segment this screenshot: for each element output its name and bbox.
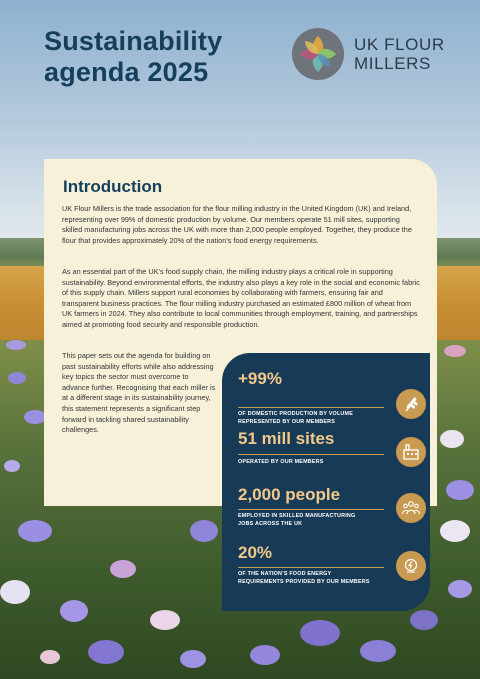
- people-icon: [396, 493, 426, 523]
- stat-divider: [238, 454, 384, 455]
- flower: [6, 340, 26, 350]
- stat-description: [238, 459, 378, 467]
- flower: [110, 560, 136, 578]
- intro-paragraph-3: This paper sets out the agenda for building on past sustainability efforts while also addressing key topics the sector must overcome to advance further. Recognising that each miller is at a different stage in its sustainability journey, this statement represents a significant step forward in tackling shared sustainability challenges.: [62, 351, 216, 435]
- stat-mill-sites: [238, 429, 422, 465]
- title-line-2: agenda 2025: [44, 57, 209, 87]
- stat-desc-line: OF THE NATION’S FOOD ENERGY: [238, 571, 332, 577]
- flower: [300, 620, 340, 646]
- flower: [18, 520, 52, 542]
- flower: [150, 610, 180, 630]
- stat-value: 20%: [238, 543, 273, 562]
- stat-desc-line: REPRESENTED BY OUR MEMBERS: [238, 418, 336, 425]
- stat-divider: [238, 567, 384, 568]
- flower: [8, 372, 26, 384]
- flower: [250, 645, 280, 665]
- stat-desc-line: OF DOMESTIC PRODUCTION BY VOLUME: [238, 411, 354, 417]
- stat-desc-line: OPERATED BY OUR MEMBERS: [238, 459, 324, 465]
- stat-description: [238, 571, 378, 586]
- introduction-heading: Introduction: [63, 177, 163, 196]
- logo-line-1: UK FLOUR: [354, 35, 445, 54]
- stat-divider: [238, 509, 384, 510]
- stat-food-energy: [238, 543, 422, 585]
- flower: [60, 600, 88, 622]
- stat-divider: [238, 407, 384, 408]
- flower: [40, 650, 60, 664]
- wheat-icon: [396, 389, 426, 419]
- factory-icon: [396, 437, 426, 467]
- flower: [0, 580, 30, 604]
- stat-domestic-production: [238, 369, 422, 425]
- flower: [4, 460, 20, 472]
- stat-desc-line: EMPLOYED IN SKILLED MANUFACTURING: [238, 513, 356, 519]
- flower: [24, 410, 46, 424]
- flower: [88, 640, 124, 664]
- key-stats-card: [222, 353, 430, 611]
- flower: [180, 650, 206, 668]
- stat-value: 51 mill sites: [238, 429, 335, 448]
- logo-line-2: MILLERS: [354, 54, 431, 73]
- energy-icon: [396, 551, 426, 581]
- page-title: [44, 26, 222, 88]
- logo-text: [354, 35, 445, 73]
- intro-paragraph-2: As an essential part of the UK’s food supply chain, the milling industry plays a critical role in supporting sustainability. Beyond environmental efforts, the industry also plays a key role in the social and economic fabric of this supply chain. Millers support rural economies by collaborating with farmers, ensuring fair and transparent business practices. The flour milling industry purchased an estimated £800 million of wheat from UK farmers in 2024. They also contribute to local communities through employment, training, and partnerships aimed at promoting food security and responsible production.: [62, 267, 420, 329]
- intro-paragraph-1: UK Flour Millers is the trade association for the flour milling industry in the United Kingdom (UK) and Ireland, representing over 99% of domestic production by volume. Our members operate 51 mill sites, supporting skilled manufacturing jobs across the UK with more than 2,000 people employed. Together, they produce the flour that provides approximately 20% of the nation’s food energy requirements.: [62, 204, 412, 245]
- flower: [440, 430, 464, 448]
- flower: [190, 520, 218, 542]
- flower: [448, 580, 472, 598]
- flower: [440, 520, 470, 542]
- flower: [444, 345, 466, 357]
- stat-description: [238, 513, 378, 528]
- stat-value: 2,000 people: [238, 485, 341, 504]
- uk-flour-millers-logo: [292, 28, 462, 80]
- flower: [360, 640, 396, 662]
- logo-mark-icon: [292, 28, 344, 80]
- stat-value: +99%: [238, 369, 282, 388]
- stat-desc-line: REQUIREMENTS PROVIDED BY OUR MEMBERS: [238, 578, 370, 585]
- flower: [410, 610, 438, 630]
- flower: [446, 480, 474, 500]
- stat-desc-line: JOBS ACROSS THE UK: [238, 520, 303, 527]
- title-line-1: Sustainability: [44, 26, 223, 56]
- stat-description: [238, 411, 378, 426]
- stat-people-employed: [238, 485, 422, 527]
